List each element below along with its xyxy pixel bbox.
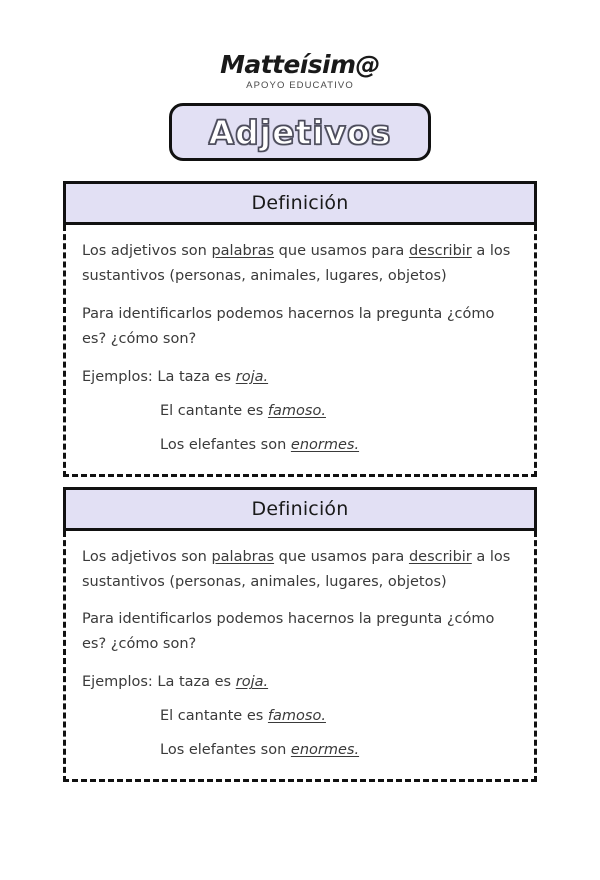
section-body-1 [63, 225, 537, 477]
identification-paragraph: Para identificarlos podemos hacernos la pregunta ¿cómo es? ¿cómo son? [82, 305, 495, 347]
example-sentence: El cantante es [160, 402, 268, 419]
example-line [82, 670, 518, 695]
example-sentence: El cantante es [160, 708, 268, 725]
example-sentence: La taza es [157, 368, 236, 385]
examples-block [82, 365, 518, 458]
example-sentence: Los elefantes son [160, 742, 291, 759]
definition-section-2 [63, 487, 537, 783]
definition-text-part-3: a los sustantivos (personas, animales, lugares, objetos) [82, 548, 511, 590]
example-adjective: roja. [235, 674, 269, 691]
example-adjective: famoso. [267, 708, 326, 725]
example-adjective: enormes. [290, 742, 360, 759]
section-header-label: Definición [251, 192, 349, 214]
example-sentence: La taza es [157, 674, 236, 691]
keyword-palabras: palabras [211, 243, 275, 259]
definition-paragraph [82, 545, 518, 595]
brand-name: Matteísim@ [220, 50, 380, 79]
page-title-pill [169, 103, 431, 161]
examples-label: Ejemplos: [82, 674, 158, 691]
example-line [82, 704, 518, 729]
identification-paragraph: Para identificarlos podemos hacernos la pregunta ¿cómo es? ¿cómo son? [82, 611, 495, 653]
section-header-1 [63, 181, 537, 225]
example-line [82, 738, 518, 763]
definition-text-part-2: que usamos para [274, 548, 409, 565]
example-adjective: roja. [235, 368, 269, 385]
definition-text-part-1: Los adjetivos son [82, 548, 212, 565]
section-header-2 [63, 487, 537, 531]
example-adjective: enormes. [290, 436, 360, 453]
page-title-container [0, 103, 600, 161]
definition-text-part-1: Los adjetivos son [82, 243, 212, 259]
brand-header [0, 0, 600, 91]
section-header-label: Definición [251, 497, 349, 520]
section-body-2 [63, 531, 537, 783]
example-adjective: famoso. [267, 402, 326, 419]
examples-label: Ejemplos: [82, 368, 158, 385]
example-line [82, 433, 518, 458]
keyword-describir: describir [408, 243, 472, 259]
page-title: Adjetivos [208, 112, 392, 152]
definition-paragraph [82, 239, 518, 289]
definition-text-part-3: a los sustantivos (personas, animales, lugares, objetos) [82, 243, 511, 284]
example-sentence: Los elefantes son [160, 436, 291, 453]
definition-text-part-2: que usamos para [274, 243, 409, 259]
sections-container [0, 181, 600, 782]
examples-block [82, 670, 518, 763]
keyword-palabras: palabras [211, 548, 275, 565]
example-line [82, 399, 518, 424]
definition-section-1 [63, 181, 537, 477]
example-line [82, 365, 518, 390]
brand-tagline: APOYO EDUCATIVO [246, 80, 354, 91]
keyword-describir: describir [408, 548, 472, 565]
